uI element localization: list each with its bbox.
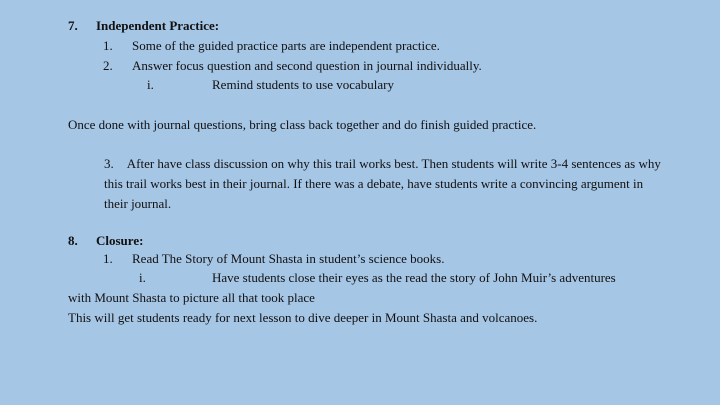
section-8-heading: Closure: <box>96 233 144 248</box>
section-8-item-1-text: Read The Story of Mount Shasta in student’s science books. <box>132 251 445 266</box>
section-7-item-3-text: After have class discussion on why this trail works best. Then students will write 3-4 sentences as why this trail works best in their journal. If there was a debate, have students write a convincing argument in their journal. <box>104 156 661 211</box>
section-7-heading: Independent Practice: <box>96 18 220 33</box>
section-8-number: 8. <box>68 233 78 248</box>
section-7-item-3 <box>104 154 664 214</box>
section-8-subitem-marker: i. <box>139 270 146 285</box>
section-7-number: 7. <box>68 18 78 33</box>
section-7-subitem-marker: i. <box>147 77 154 92</box>
section-7-item-2-text: Answer focus question and second question in journal individually. <box>132 58 482 73</box>
closing-line: This will get students ready for next lesson to dive deeper in Mount Shasta and volcanoes. <box>68 310 538 325</box>
section-7-subitem-text: Remind students to use vocabulary <box>212 77 394 92</box>
section-7-item-2-marker: 2. <box>103 58 113 73</box>
section-8-subitem-text: Have students close their eyes as the read the story of John Muir’s adventures <box>212 270 616 285</box>
section-7-item-3-marker: 3. <box>104 156 114 171</box>
section-8-subitem-continuation: with Mount Shasta to picture all that took place <box>68 290 315 305</box>
section-8-item-1-marker: 1. <box>103 251 113 266</box>
section-7-item-1-marker: 1. <box>103 38 113 53</box>
section-7-item-1-text: Some of the guided practice parts are independent practice. <box>132 38 440 53</box>
after-journal-text: Once done with journal questions, bring class back together and do finish guided practice. <box>68 117 537 132</box>
